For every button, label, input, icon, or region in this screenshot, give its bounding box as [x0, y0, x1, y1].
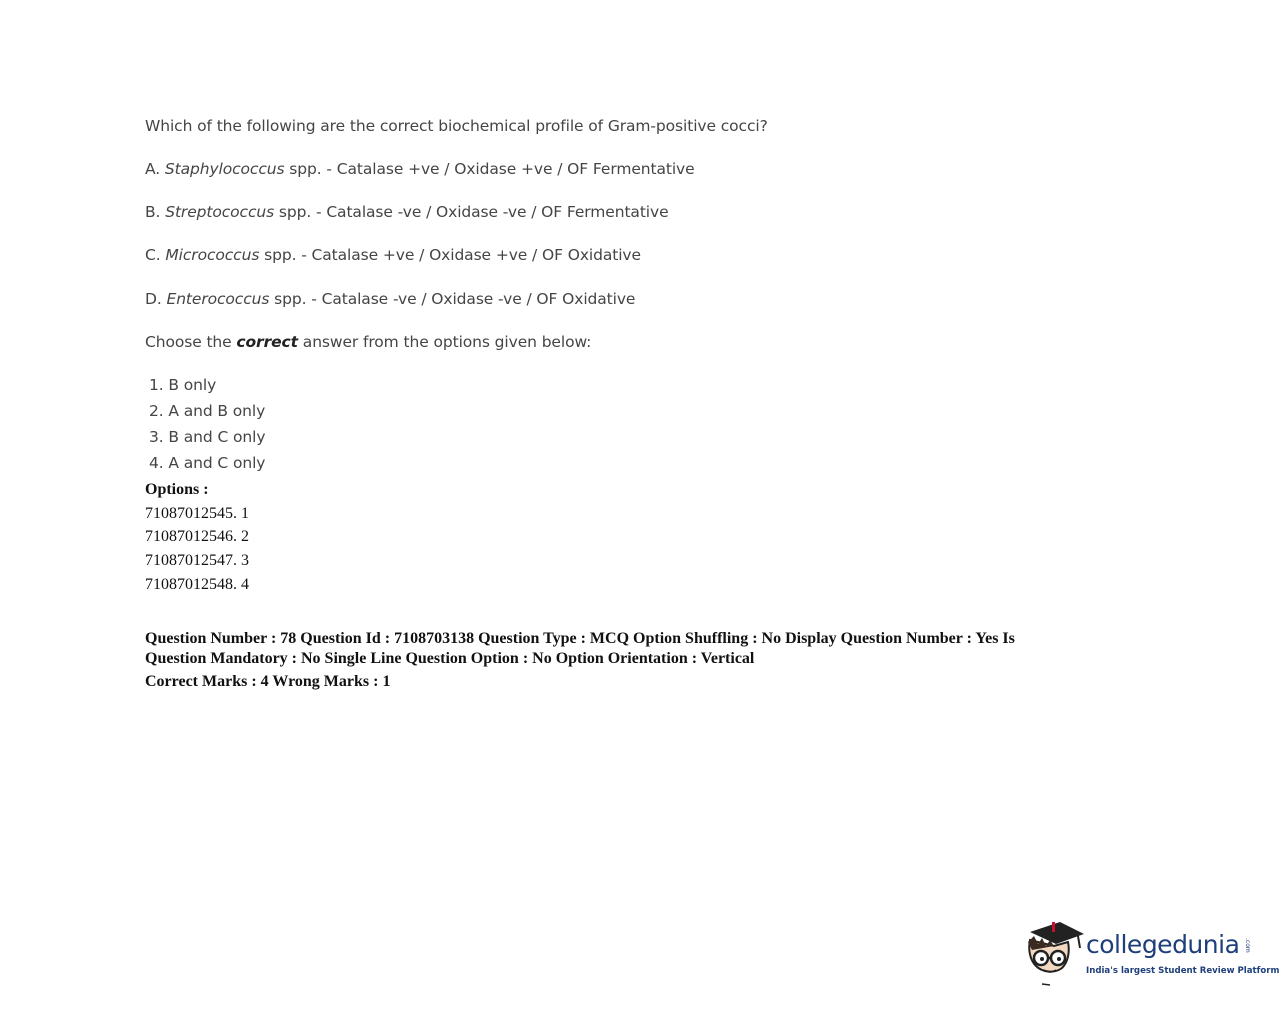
statement-a-text: spp. - Catalase +ve / Oxidase +ve / OF Fermentative	[284, 160, 695, 178]
statement-b-prefix: B.	[145, 203, 166, 221]
statement-c	[145, 246, 641, 264]
option-id-1: 71087012545. 1	[145, 505, 249, 522]
choice-2: 2. A and B only	[149, 402, 266, 420]
choice-4: 4. A and C only	[149, 454, 266, 472]
statement-c-prefix: C.	[145, 246, 166, 264]
statement-d-genus: Enterococcus	[166, 290, 270, 308]
statement-d	[145, 290, 635, 308]
logo-suffix: .com	[1244, 938, 1251, 953]
instruction-emphasis: correct	[236, 333, 298, 351]
option-id-4: 71087012548. 4	[145, 576, 249, 593]
collegedunia-logo	[1024, 918, 1280, 990]
instruction-after: answer from the options given below:	[297, 333, 592, 351]
statement-c-text: spp. - Catalase +ve / Oxidase +ve / OF Oxidative	[259, 246, 641, 264]
marks-line: Correct Marks : 4 Wrong Marks : 1	[145, 673, 391, 690]
question-stem: Which of the following are the correct biochemical profile of Gram-positive cocci?	[145, 117, 768, 135]
question-meta-line-2: Question Mandatory : No Single Line Question Option : No Option Orientation : Vertical	[145, 650, 755, 667]
statement-a	[145, 160, 695, 178]
statement-d-prefix: D.	[145, 290, 167, 308]
statement-d-text: spp. - Catalase -ve / Oxidase -ve / OF Oxidative	[269, 290, 636, 308]
option-id-3: 71087012547. 3	[145, 552, 249, 569]
statement-a-prefix: A.	[145, 160, 165, 178]
option-id-2: 71087012546. 2	[145, 528, 249, 545]
instruction-before: Choose the	[145, 333, 237, 351]
mascot-icon	[1024, 918, 1086, 988]
statement-b	[145, 203, 669, 221]
logo-wordmark: collegedunia	[1086, 930, 1240, 959]
options-heading: Options :	[145, 481, 209, 498]
statement-c-genus: Micrococcus	[165, 246, 260, 264]
question-meta-line-1: Question Number : 78 Question Id : 7108703138 Question Type : MCQ Option Shuffling : No Display Question Number : Yes Is	[145, 630, 1015, 647]
statement-b-genus: Streptococcus	[165, 203, 275, 221]
logo-tagline: India's largest Student Review Platform	[1086, 966, 1280, 976]
choice-1: 1. B only	[149, 376, 217, 394]
choice-3: 3. B and C only	[149, 428, 266, 446]
instruction	[145, 333, 591, 351]
statement-a-genus: Staphylococcus	[164, 160, 285, 178]
statement-b-text: spp. - Catalase -ve / Oxidase -ve / OF Fermentative	[274, 203, 669, 221]
